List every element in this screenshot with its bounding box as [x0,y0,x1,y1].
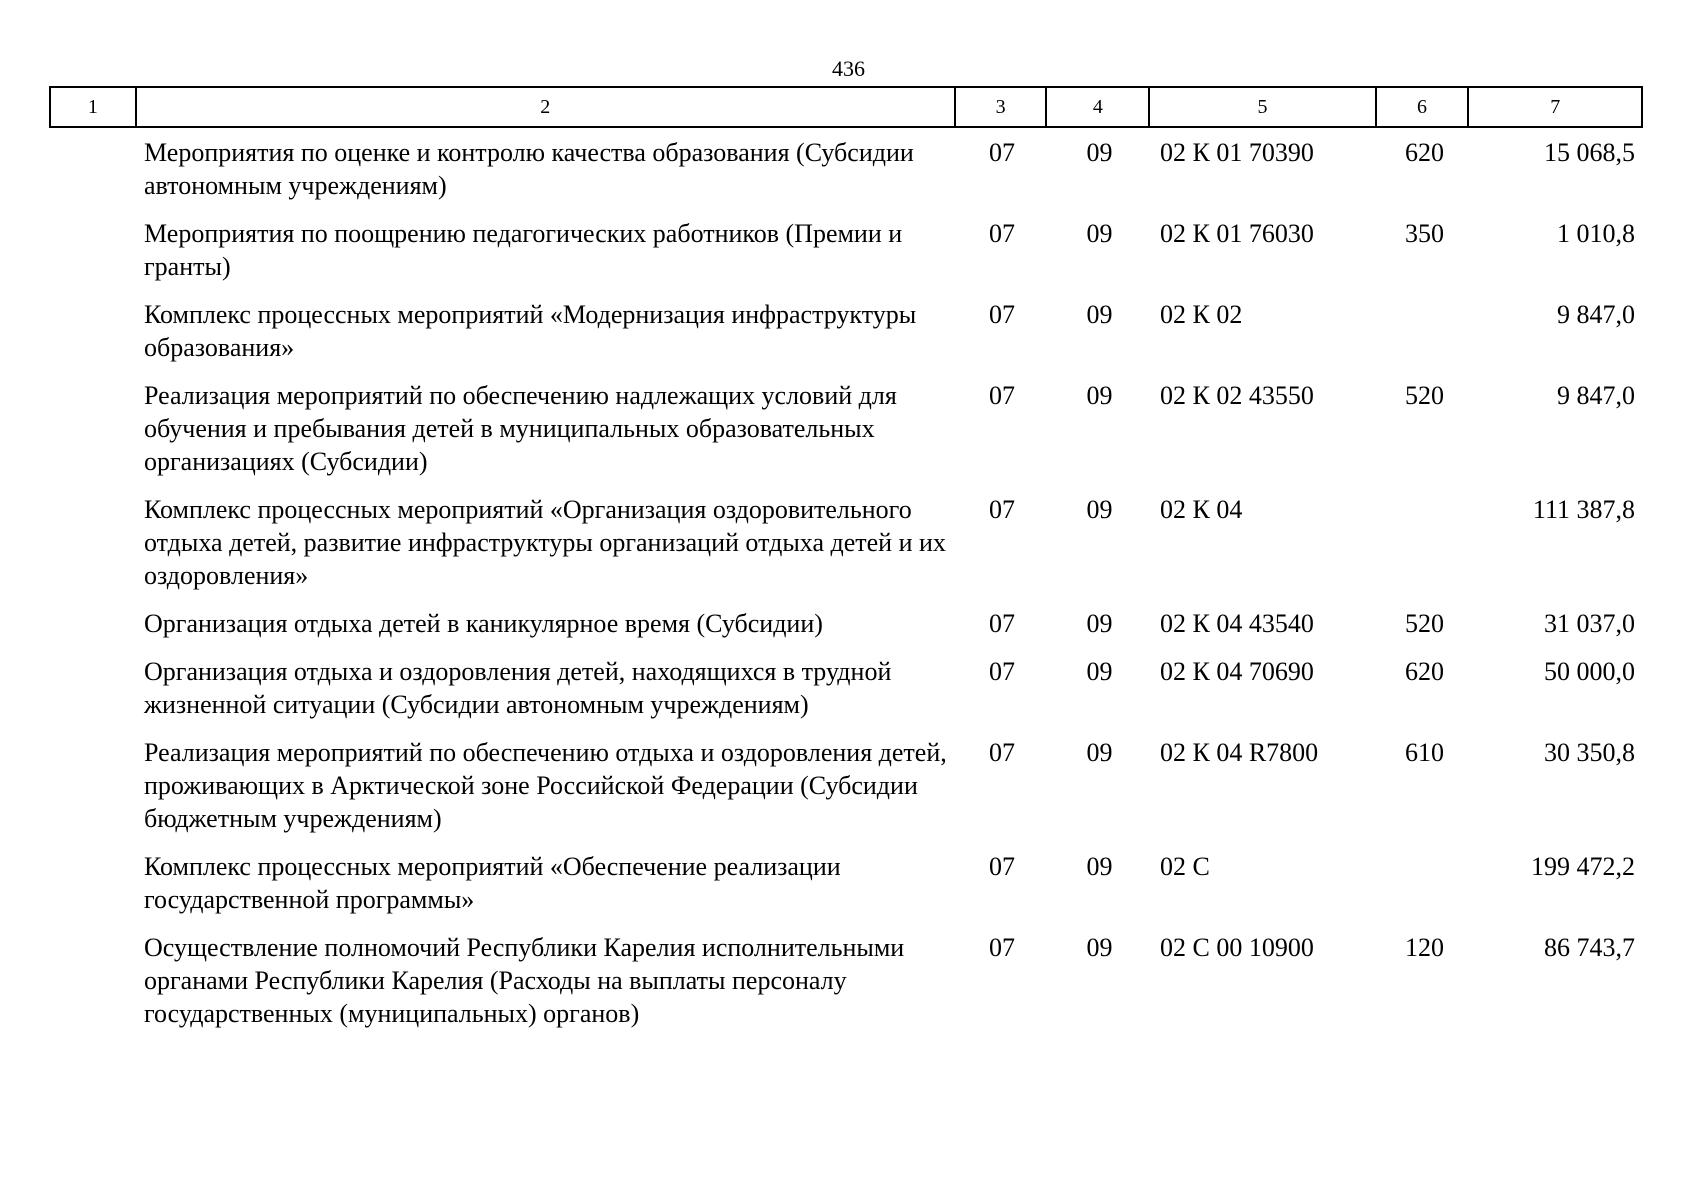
row-target-code: 02 К 02 [1160,300,1243,329]
row-subsection: 09 [1086,138,1113,167]
row-index-cell [49,736,135,835]
row-name: Реализация мероприятий по обеспечению отдыха и оздоровления детей, проживающих в Арктической зоне Российской Федерации (Субсидии бюджетным учреждениям) [144,738,947,833]
row-index-cell [49,136,135,202]
row-target-code: 02 К 04 [1160,495,1243,524]
table-row [49,493,1643,592]
column-header-2: 2 [137,88,956,126]
row-name: Осуществление полномочий Республики Карелия исполнительными органами Республики Карелия (Расходы на выплаты персоналу государственных (муниципальных) органов) [144,933,905,1028]
row-expense-type: 610 [1405,738,1444,767]
table-row [49,931,1643,1030]
table-row [49,655,1643,721]
row-amount: 30 350,8 [1544,738,1635,767]
row-target-code: 02 С [1160,852,1210,881]
row-amount: 31 037,0 [1544,609,1635,638]
row-name: Комплекс процессных мероприятий «Модернизация инфраструктуры образования» [144,300,917,362]
row-name: Комплекс процессных мероприятий «Обеспечение реализации государственной программы» [144,852,841,914]
row-expense-type: 120 [1405,933,1444,962]
row-expense-type [1378,298,1471,364]
row-section: 07 [989,381,1015,410]
table-row [49,850,1643,916]
column-header-5: 5 [1150,88,1376,126]
row-section: 07 [989,138,1015,167]
row-target-code: 02 К 01 70390 [1160,138,1314,167]
column-header-1: 1 [51,88,137,126]
row-subsection: 09 [1086,852,1113,881]
row-index-cell [49,379,135,478]
table-row [49,136,1643,202]
row-subsection: 09 [1086,609,1113,638]
row-section: 07 [989,738,1015,767]
row-amount: 15 068,5 [1544,138,1635,167]
row-name: Мероприятия по оценке и контролю качества образования (Субсидии автономным учреждениям) [144,138,914,200]
row-subsection: 09 [1086,381,1113,410]
column-header-6: 6 [1377,88,1470,126]
row-subsection: 09 [1086,933,1113,962]
page-number: 436 [832,56,865,81]
row-index-cell [49,217,135,283]
row-expense-type: 350 [1405,219,1444,248]
column-header-4: 4 [1047,88,1150,126]
row-target-code: 02 К 04 70690 [1160,657,1314,686]
row-amount: 9 847,0 [1557,300,1635,329]
row-section: 07 [989,933,1015,962]
row-subsection: 09 [1086,219,1113,248]
table-row [49,298,1643,364]
row-subsection: 09 [1086,738,1113,767]
row-amount: 199 472,2 [1531,852,1635,881]
row-amount: 1 010,8 [1557,219,1635,248]
row-name: Организация отдыха детей в каникулярное время (Субсидии) [144,609,823,638]
row-name: Комплекс процессных мероприятий «Организация оздоровительного отдыха детей, развитие инфраструктуры организаций отдыха детей и их оздоровления» [144,495,946,590]
row-amount: 111 387,8 [1532,495,1635,524]
row-expense-type [1378,493,1471,592]
row-name: Организация отдыха и оздоровления детей, находящихся в трудной жизненной ситуации (Субсидии автономным учреждениям) [144,657,892,719]
row-target-code: 02 С 00 10900 [1160,933,1314,962]
row-subsection: 09 [1086,300,1113,329]
table-row [49,379,1643,478]
row-expense-type: 520 [1405,381,1444,410]
column-header-3: 3 [956,88,1048,126]
row-expense-type: 620 [1405,138,1444,167]
table-row [49,736,1643,835]
row-target-code: 02 К 01 76030 [1160,219,1314,248]
row-subsection: 09 [1086,495,1113,524]
row-section: 07 [989,300,1015,329]
table-row [49,217,1643,283]
row-index-cell [49,493,135,592]
row-index-cell [49,298,135,364]
row-section: 07 [989,219,1015,248]
row-amount: 50 000,0 [1544,657,1635,686]
row-section: 07 [989,495,1015,524]
row-amount: 86 743,7 [1544,933,1635,962]
row-target-code: 02 К 04 43540 [1160,609,1314,638]
row-amount: 9 847,0 [1557,381,1635,410]
row-expense-type: 520 [1405,609,1444,638]
table-body [49,136,1643,1045]
row-name: Реализация мероприятий по обеспечению надлежащих условий для обучения и пребывания детей в муниципальных образовательных организациях (Субсидии) [144,381,897,476]
row-section: 07 [989,609,1015,638]
row-name: Мероприятия по поощрению педагогических работников (Премии и гранты) [144,219,903,281]
row-expense-type: 620 [1405,657,1444,686]
row-target-code: 02 К 04 R7800 [1160,738,1319,767]
row-subsection: 09 [1086,657,1113,686]
row-index-cell [49,607,135,640]
row-section: 07 [989,852,1015,881]
row-index-cell [49,655,135,721]
row-index-cell [49,850,135,916]
row-index-cell [49,931,135,1030]
column-header-7: 7 [1550,95,1561,118]
row-expense-type [1378,850,1471,916]
row-target-code: 02 К 02 43550 [1160,381,1314,410]
table-row [49,607,1643,640]
table-header [49,86,1643,128]
row-section: 07 [989,657,1015,686]
